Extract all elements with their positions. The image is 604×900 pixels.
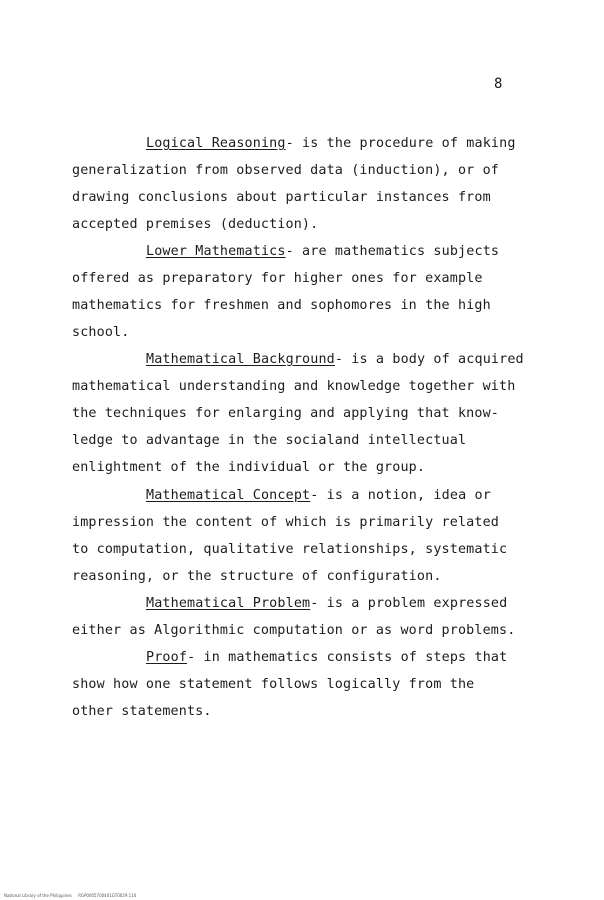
term-lower-mathematics: Lower Mathematics: [146, 244, 286, 259]
body-line: accepted premises (deduction).: [72, 217, 319, 232]
body-line: impression the content of which is primarily related: [72, 515, 500, 530]
body-line: other statements.: [72, 704, 212, 719]
definition-text: - is a problem expressed: [310, 596, 508, 611]
definition-text: - is the procedure of making: [285, 136, 516, 151]
definition-text: - in mathematics consists of steps that: [187, 650, 508, 665]
body-line: ledge to advantage in the socialand intellectual: [72, 433, 467, 448]
body-line: reasoning, or the structure of configuration.: [72, 569, 442, 584]
definition-mathematical-background: [146, 352, 524, 367]
body-line: to computation, qualitative relationships, systematic: [72, 542, 508, 557]
body-line: offered as preparatory for higher ones for example: [72, 271, 483, 286]
term-mathematical-concept: Mathematical Concept: [146, 488, 311, 503]
definition-text: - are mathematics subjects: [285, 244, 500, 259]
definition-text: - is a notion, idea or: [310, 488, 491, 503]
body-line: school.: [72, 325, 130, 340]
body-line: enlightment of the individual or the group.: [72, 460, 426, 475]
body-line: mathematics for freshmen and sophomores in the high: [72, 298, 491, 313]
definition-logical-reasoning: [146, 136, 516, 151]
body-line: the techniques for enlarging and applying that know-: [72, 406, 500, 421]
definition-mathematical-problem: [146, 596, 507, 611]
body-line: either as Algorithmic computation or as word problems.: [72, 623, 516, 638]
body-line: show how one statement follows logically from the: [72, 677, 475, 692]
term-mathematical-problem: Mathematical Problem: [146, 596, 311, 611]
definition-text: - is a body of acquired: [334, 352, 524, 367]
term-logical-reasoning: Logical Reasoning: [146, 136, 286, 151]
library-footer: National Library of the Philippines RGP0005700401GT0029 110: [4, 893, 137, 898]
definition-lower-mathematics: [146, 244, 499, 259]
term-mathematical-background: Mathematical Background: [146, 352, 335, 367]
definition-mathematical-concept: [146, 488, 491, 503]
page-number: 8: [494, 76, 503, 92]
body-line: mathematical understanding and knowledge together with: [72, 379, 516, 394]
definition-proof: [146, 650, 507, 665]
body-line: generalization from observed data (induction), or of: [72, 163, 500, 178]
body-line: drawing conclusions about particular instances from: [72, 190, 491, 205]
term-proof: Proof: [146, 650, 188, 665]
